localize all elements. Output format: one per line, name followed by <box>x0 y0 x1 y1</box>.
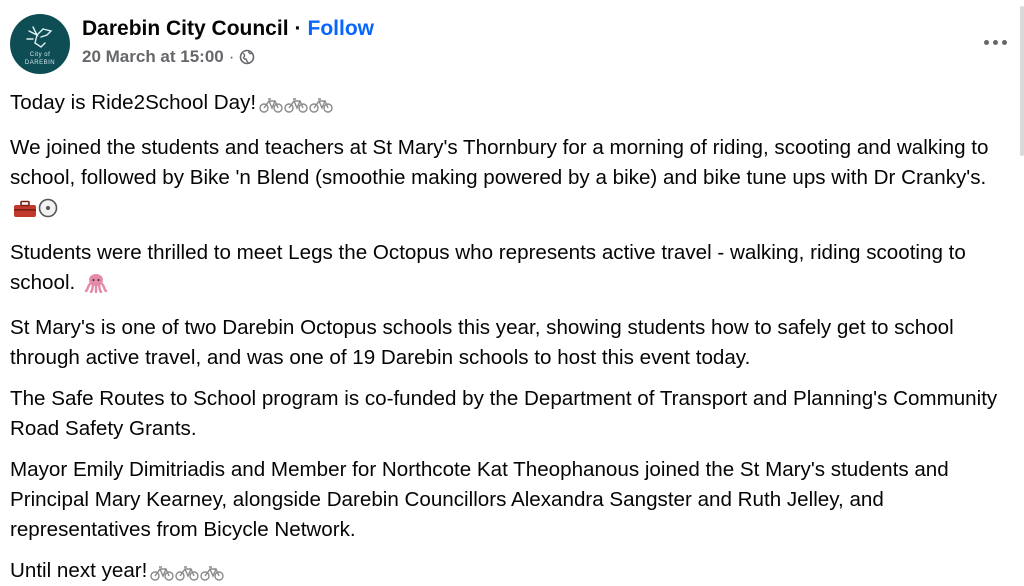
paragraph-text: Until next year! <box>10 559 148 582</box>
more-options-icon <box>993 40 998 45</box>
bicycle-icon <box>200 565 224 581</box>
wheel-icon <box>38 198 58 218</box>
globe-icon <box>239 49 255 65</box>
scrollbar[interactable] <box>1020 6 1024 156</box>
follow-button[interactable]: Follow <box>307 17 375 40</box>
bicycle-icon <box>259 97 283 113</box>
bicycle-emoji-group <box>150 560 225 586</box>
paragraph-text: Today is Ride2School Day! <box>10 91 257 114</box>
paragraph-text: We joined the students and teachers at St Mary's Thornbury for a morning of riding, scooting and walking to school, followed by Bike 'n Blend (smoothie making powered by a bike) and bike tune ups with Dr Cranky's. <box>10 136 989 189</box>
post-paragraph <box>10 384 1018 444</box>
more-options-icon <box>984 40 989 45</box>
post-paragraph <box>10 313 1018 373</box>
bicycle-icon <box>175 565 199 581</box>
more-options-button[interactable] <box>981 28 1009 56</box>
post-timestamp-link[interactable]: 20 March at 15:00 <box>82 47 224 66</box>
paragraph-text: Mayor Emily Dimitriadis and Member for Northcote Kat Theophanous joined the St Mary's students and Principal Mary Kearney, alongside Darebin Councillors Alexandra Sangster and Ruth Jelley, and representatives from Bicycle Network. <box>10 458 949 541</box>
octopus-icon <box>84 273 108 293</box>
more-options-icon <box>1002 40 1007 45</box>
post-body <box>10 88 1018 586</box>
octopus-emoji-group <box>84 272 109 302</box>
post-paragraph <box>10 133 1018 227</box>
post-paragraph <box>10 455 1018 545</box>
post-paragraph <box>10 238 1018 302</box>
post-meta <box>82 16 374 68</box>
paragraph-text: The Safe Routes to School program is co-funded by the Department of Transport and Planning's Community Road Safety Grants. <box>10 387 998 440</box>
post-paragraph <box>10 556 1018 586</box>
post-header <box>10 14 374 74</box>
title-line <box>82 16 374 42</box>
bicycle-emoji-group <box>259 92 334 122</box>
tools-emoji-group <box>13 197 59 227</box>
avatar-caption-top: City of <box>29 52 51 58</box>
meta-separator: · <box>228 47 235 66</box>
toolbox-icon <box>13 200 37 218</box>
title-separator: · <box>294 17 302 40</box>
paragraph-text: St Mary's is one of two Darebin Octopus schools this year, showing students how to safely get to school through active travel, and was one of 19 Darebin schools to host this event today. <box>10 316 954 369</box>
bicycle-icon <box>309 97 333 113</box>
council-logo-icon <box>23 21 57 51</box>
post-subline <box>82 46 374 68</box>
bicycle-icon <box>284 97 308 113</box>
bicycle-icon <box>150 565 174 581</box>
avatar[interactable] <box>10 14 70 74</box>
page-name-link[interactable]: Darebin City Council <box>82 17 289 40</box>
paragraph-text: Students were thrilled to meet Legs the Octopus who represents active travel - walking, riding scooting to school. <box>10 241 966 294</box>
avatar-caption-bottom: DAREBIN <box>24 60 56 66</box>
post-paragraph <box>10 88 1018 122</box>
